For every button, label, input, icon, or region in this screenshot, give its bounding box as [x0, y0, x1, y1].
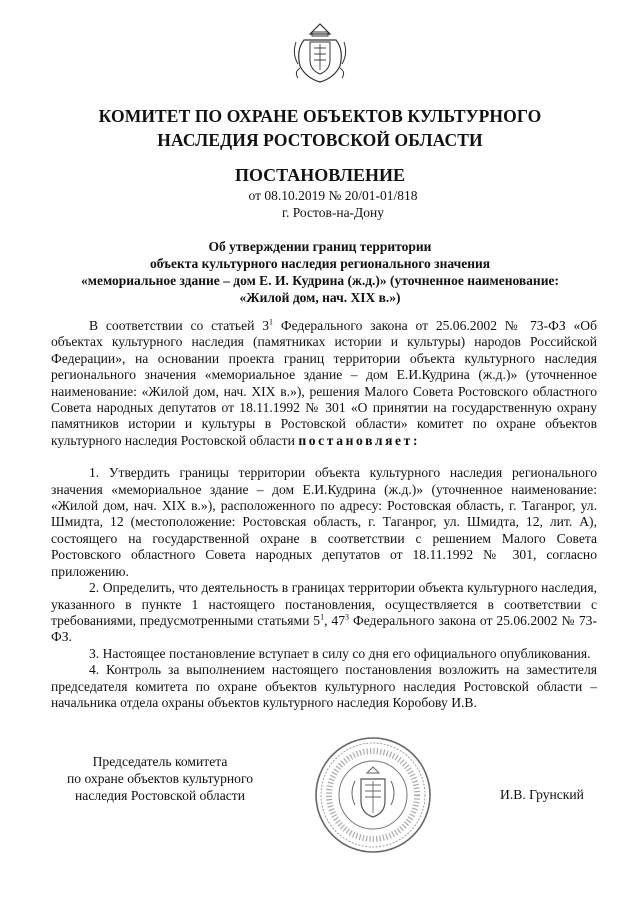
- signatory-title-line-1: Председатель комитета: [92, 754, 228, 769]
- organization-name-line-2: НАСЛЕДИЯ РОСТОВСКОЙ ОБЛАСТИ: [157, 130, 483, 150]
- preamble-superscript: 1: [269, 317, 274, 327]
- coat-of-arms-icon: [290, 20, 350, 86]
- item-2: [51, 580, 597, 646]
- item-2-superscript-2: 3: [345, 612, 350, 622]
- document-type: ПОСТАНОВЛЕНИЕ: [234, 165, 406, 185]
- document-meta: [60, 187, 580, 221]
- preamble-paragraph: [51, 318, 597, 449]
- item-3: 3. Настоящее постановление вступает в силу со дня его официального опубликования.: [89, 645, 591, 661]
- organization-name: [60, 104, 580, 152]
- signatory-title: [50, 753, 270, 804]
- document-subject: [40, 238, 600, 306]
- signatory-title-line-3: наследия Ростовской области: [75, 788, 245, 803]
- item-1: 1. Утвердить границы территории объекта культурного наследия регионального значения «мемориальное здание – дом Е.И.Кудрина (ж.д.)» (уточненное наименование: «Жилой дом, нач. XIX в.»), расположенного по адресу: Ростовская область, г. Таганрог, ул. Шмидта, 12 (местоположение: Ростовская область, г. Таганрог, ул. Шмидта, 12, лит. А), состоящего на государственной охране в соответствии с решением Малого Совета Ростовского областного Совета народных депутатов от 18.11.1992 № 301, согласно приложению.: [51, 465, 597, 579]
- item-2-text-c: Федерального закона от 25.06.2002 № 73-ФЗ.: [51, 612, 598, 645]
- organization-name-line-1: КОМИТЕТ ПО ОХРАНЕ ОБЪЕКТОВ КУЛЬТУРНОГО: [98, 106, 542, 126]
- item-2-superscript-1: 1: [320, 612, 325, 622]
- preamble-text-1: В соответствии со статьей 3: [89, 318, 270, 333]
- official-seal-icon: [313, 735, 433, 855]
- resolves-word: постановляет:: [298, 432, 421, 448]
- item-2-text-b: , 47: [324, 612, 346, 628]
- signatory-name: И.В. Грунский: [500, 787, 584, 802]
- subject-line-3: «мемориальное здание – дом Е. И. Кудрина (ж.д.)» (уточненное наименование:: [81, 273, 559, 288]
- subject-line-2: объекта культурного наследия регионального значения: [149, 256, 491, 271]
- item-2-text-a: 2. Определить, что деятельность в границах территории объекта культурного наследия, указанного в пункте 1 настоящего постановления, осуществляется в соответствии с требованиями, предусмотренными статьями 5: [51, 580, 597, 628]
- signatory-title-line-2: по охране объектов культурного: [66, 771, 254, 786]
- document-date-number: от 08.10.2019 № 20/01-01/818: [248, 188, 418, 203]
- preamble-text-2: Федерального закона от 25.06.2002 № 73-ФЗ «Об объектах культурного наследия (памятниках истории и культуры) народов Российской Федерации», на основании проекта границ территории объекта культурного наследия регионального значения «мемориальное здание – дом Е.И.Кудрина (ж.д.)» (уточненное наименование: «Жилой дом, нач. XIX в.»), решения Малого Совета Ростовского областного Совета народных депутатов от 18.11.1992 № 301 «О принятии на государственную охрану памятников истории и культуры в Ростовской области» комитет по охране объектов культурного наследия Ростовской области: [51, 318, 597, 448]
- document-city: г. Ростов-на-Дону: [281, 205, 384, 220]
- subject-line-1: Об утверждении границ территории: [208, 239, 432, 254]
- subject-line-4: «Жилой дом, нач. XIX в.»): [239, 290, 401, 305]
- document-body: [51, 318, 597, 711]
- item-4: 4. Контроль за выполнением настоящего постановления возложить на заместителя председателя комитета по охране объектов культурного наследия Ростовской области – начальника отдела охраны объектов культурного наследия Коробову И.В.: [51, 662, 597, 710]
